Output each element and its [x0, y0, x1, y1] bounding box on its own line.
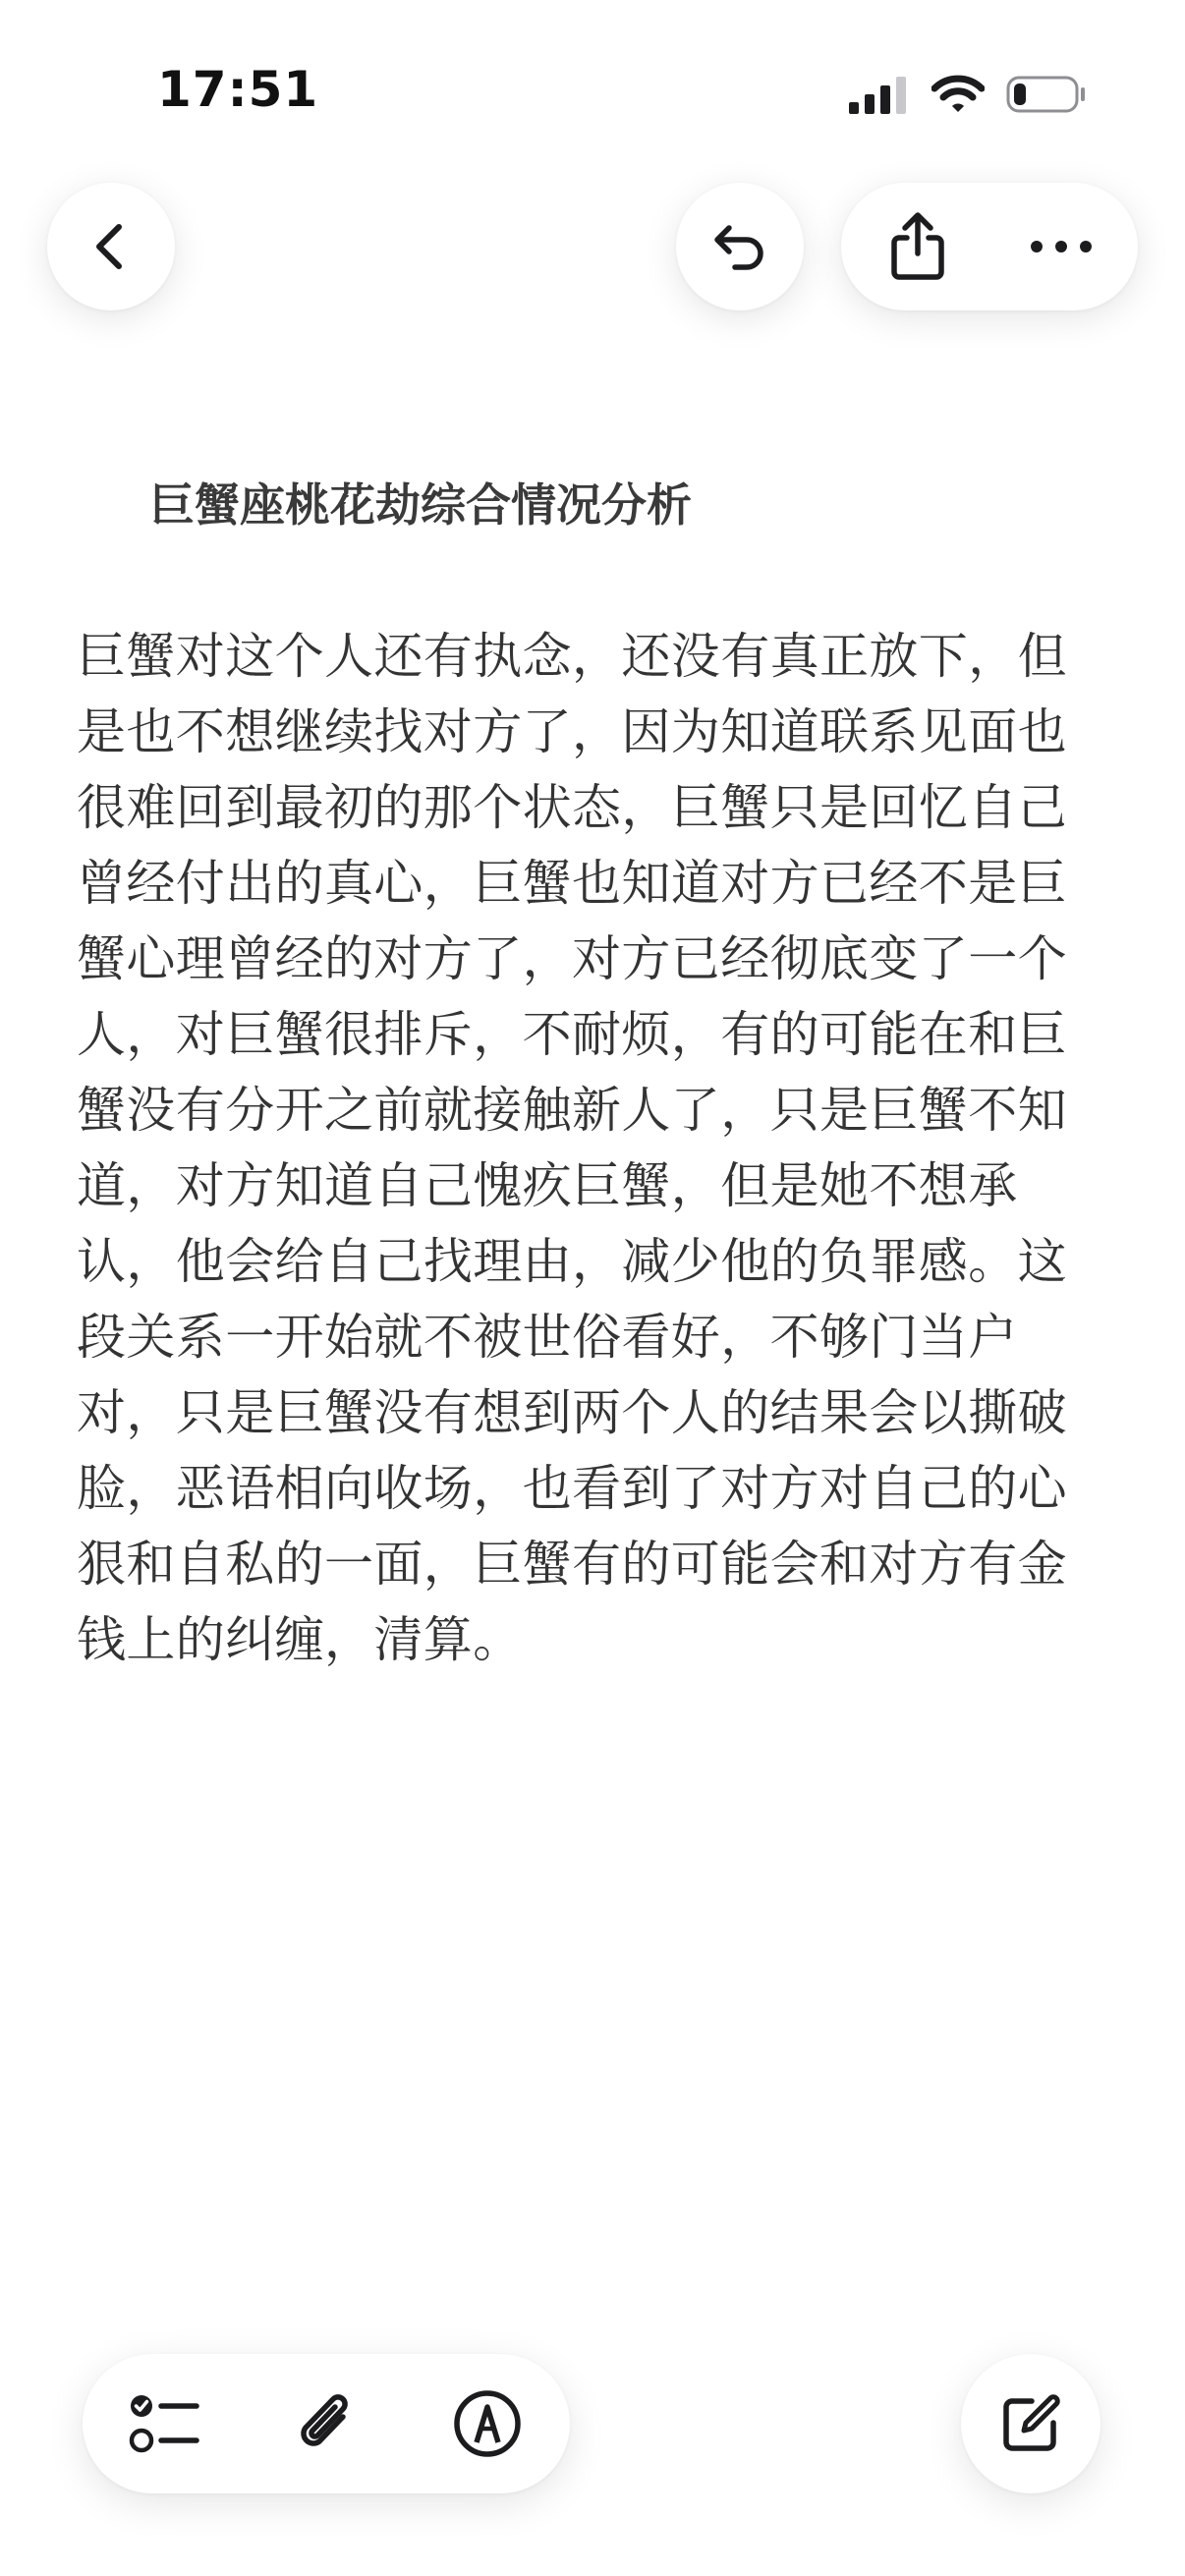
share-icon: [883, 210, 952, 283]
note-body-line: 是也不想继续找对方了，因为知道联系见面也: [77, 703, 1067, 760]
note-body-line: 认，他会给自己找理由，减少他的负罪感。这: [77, 1233, 1067, 1290]
note-body-line: 蟹心理曾经的对方了，对方已经彻底变了一个: [77, 930, 1067, 987]
nav-action-group: [841, 183, 1138, 310]
note-title[interactable]: 巨蟹座桃花劫综合情况分析: [149, 478, 692, 532]
checklist-button[interactable]: [116, 2375, 214, 2473]
note-body-line: 人，对巨蟹很排斥，不耐烦，有的可能在和巨: [77, 1006, 1067, 1063]
note-body-line: 曾经付出的真心，巨蟹也知道对方已经不是巨: [77, 855, 1067, 912]
back-icon: [82, 217, 141, 276]
checklist-icon: [128, 2389, 202, 2458]
note-body-line: 道，对方知道自己愧疚巨蟹，但是她不想承: [77, 1157, 1018, 1214]
note-body-line: 钱上的纠缠，清算。: [77, 1611, 523, 1668]
note-body-line: 对，只是巨蟹没有想到两个人的结果会以撕破: [77, 1384, 1067, 1441]
markup-button[interactable]: [438, 2375, 536, 2473]
undo-button[interactable]: [676, 183, 804, 310]
compose-button[interactable]: [961, 2354, 1100, 2493]
undo-icon: [707, 214, 772, 279]
more-button[interactable]: [1020, 205, 1102, 288]
more-icon: [1027, 237, 1096, 256]
bottom-toolbar: [83, 2354, 570, 2493]
markup-icon: [451, 2387, 524, 2460]
note-body-line: 很难回到最初的那个状态，巨蟹只是回忆自己: [77, 779, 1067, 836]
note-body-line: 段关系一开始就不被世俗看好，不够门当户: [77, 1309, 1018, 1366]
attachment-icon: [292, 2387, 361, 2460]
wifi-icon: [931, 75, 985, 114]
note-body-line: 脸，恶语相向收场，也看到了对方对自己的心: [77, 1460, 1067, 1517]
note-body-line: 巨蟹对这个人还有执念，还没有真正放下，但: [77, 628, 1067, 685]
status-icons: [849, 71, 1087, 118]
attachment-button[interactable]: [277, 2375, 375, 2473]
status-bar: [0, 0, 1185, 177]
signal-icon: [849, 75, 910, 114]
compose-icon: [996, 2389, 1065, 2458]
status-time: 17:51: [157, 61, 319, 118]
back-button[interactable]: [47, 183, 175, 310]
share-button[interactable]: [876, 205, 959, 288]
note-body-line: 蟹没有分开之前就接触新人了，只是巨蟹不知: [77, 1082, 1067, 1139]
battery-icon: [1006, 75, 1087, 114]
note-body-line: 狠和自私的一面，巨蟹有的可能会和对方有金: [77, 1536, 1067, 1593]
note-body[interactable]: [77, 619, 1079, 1678]
